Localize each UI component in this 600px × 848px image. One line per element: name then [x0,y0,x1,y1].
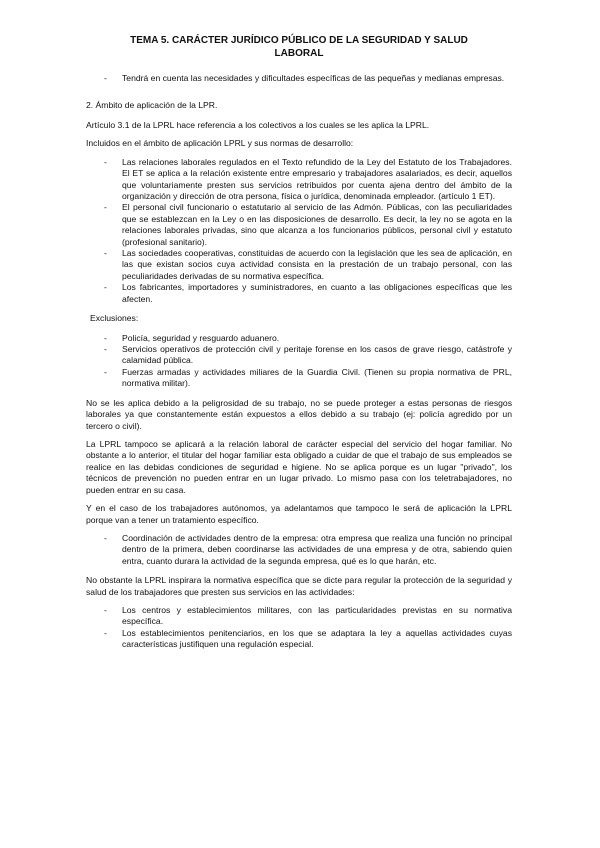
paragraph-autonomos: Y en el caso de los trabajadores autónomos, ya adelantamos que tampoco le será de aplicación la LPRL porque van a tener un tratamiento específico. [86,503,512,525]
autonomos-list [86,533,512,567]
dash-bullet: - [104,366,107,377]
list-item: - Los fabricantes, importadores y suministradores, en cuanto a las obligaciones específicas que les afecten. [104,282,512,304]
list-item: - Coordinación de actividades dentro de la empresa: otra empresa que realiza una función no principal dentro de la primera, deben coordinarse las actividades de una empresa y de otra, sabiendo quien entra, cuanto durara la actividad de la segunda empresa, qué es lo que harán, etc. [104,532,512,566]
section-heading: 2. Ámbito de aplicación de la LPR. [86,100,218,111]
list-item: - Los establecimientos penitenciarios, en los que se adaptara la ley a aquellas actividades cuyas características justifiquen una regulación especial. [104,627,512,650]
dash-bullet: - [104,202,107,213]
paragraph-hogar: La LPRL tampoco se aplicará a la relación laboral de carácter especial del servicio del hogar familiar. No obstante a lo anterior, el titular del hogar familiar esta obligado a cuidar de que el trabajo de sus empleados se realice en las debidas condiciones de seguridad e higiene. No se aplica porque es un lugar "privado", los técnicos de prevención no pueden entrar en un lugar privado. Lo mismo pasa con los teletrabajadores, no pueden entrar en su casa. [86,438,512,495]
paragraph-inspirara: No obstante la LPRL inspirara la normativa específica que se dicte para regular la protección de la seguridad y salud de los trabajadores que presten sus servicios en las actividades: [86,575,512,597]
dash-bullet: - [104,344,107,355]
dash-bullet: - [104,605,107,616]
document-page [86,34,512,659]
paragraph-peligrosidad: No se les aplica debido a la peligrosidad de su trabajo, no se puede proteger a estas personas de riesgos laborales ya que constantemente están expuestos a ellos debido a su trabajo (ej: policía agredido por un tercero o civil). [86,397,512,431]
page-title: TEMA 5. CARÁCTER JURÍDICO PÚBLICO DE LA SEGURIDAD Y SALUD LABORAL [130,35,468,59]
dash-bullet: - [104,73,107,83]
list-item: - Policía, seguridad y resguardo aduanero. [104,332,280,343]
list-item: - Tendrá en cuenta las necesidades y dificultades específicas de las pequeñas y medianas empresas. [104,73,505,83]
paragraph-incluidos: Incluidos en el ámbito de aplicación LPRL y sus normas de desarrollo: [86,138,354,149]
list-item: - Las relaciones laborales regulados en el Texto refundido de la Ley del Estatuto de los Trabajadores. El ET se aplica a la relación existente entre empresario y trabajadores asalariados, es decir, aquellos que voluntariamente presten sus servicios retribuidos por cuenta ajena dentro del ámbito de la organización y dirección de otra persona, física o jurídica, denominada empleador. (artículo 1 ET). [104,156,512,201]
exclusiones-label: Exclusiones: [90,313,139,324]
dash-bullet: - [104,332,107,343]
dash-bullet: - [104,532,107,543]
dash-bullet: - [104,627,107,638]
inspirara-list [86,605,512,651]
intro-list [86,73,512,84]
list-item: - Servicios operativos de protección civil y peritaje forense en los casos de grave riesgo, catástrofe y calamidad pública. [104,344,512,366]
exclusiones-list [86,333,512,390]
list-item: - Los centros y establecimientos militares, con las particularidades previstas en su normativa específica. [104,605,512,627]
dash-bullet: - [104,156,107,167]
paragraph-articulo: Artículo 3.1 de la LPRL hace referencia a los colectivos a los cuales se les aplica la LPRL. [86,119,430,130]
incluidos-list [86,157,512,305]
list-item: - El personal civil funcionario o estatutario al servicio de las Admón. Públicas, con las peculiaridades que se establezcan en la Ley o en las disposiciones de desarrollo. Es decir, la ley no se agota en la relaciones laborales privadas, sino que alcanza a los funcionarios públicos, personal civil y estatuto (profesional sanitario). [104,202,512,247]
list-item: - Las sociedades cooperativas, constituidas de acuerdo con la legislación que les sea de aplicación, en las que existan socios cuya actividad consista en la prestación de un trabajo personal, con las peculiaridades derivadas de su normativa específica. [104,248,512,281]
dash-bullet: - [104,248,107,259]
dash-bullet: - [104,282,107,293]
list-item: - Fuerzas armadas y actividades miliares de la Guardia Civil. (Tienen su propia normativa de PRL, normativa militar). [104,366,512,389]
